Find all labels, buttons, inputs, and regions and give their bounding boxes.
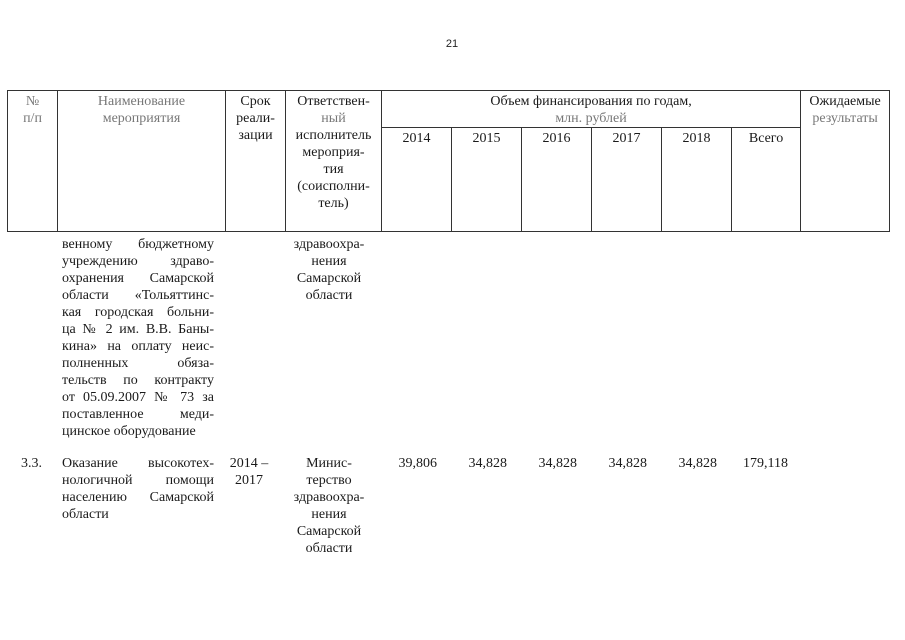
header-cell-results: Ожидаемые результаты <box>801 91 890 232</box>
header-cell-responsible: Ответствен- ный исполнитель мероприя- тия (соисполни- тель) <box>286 91 382 232</box>
header-year-2015: 2015 <box>452 128 522 232</box>
header-year-total: Всего <box>732 128 801 232</box>
header-cell-name: Наименование мероприятия <box>58 91 226 232</box>
header-year-2017: 2017 <box>592 128 662 232</box>
row-3-3-name: Оказание высокотех- нологичной помощи населению Самарской области <box>62 456 214 522</box>
table-header <box>7 90 890 232</box>
header-year-2014: 2014 <box>382 128 452 232</box>
header-cell-number: № п/п <box>8 91 58 232</box>
row-3-3-value-2014: 39,806 <box>398 456 437 471</box>
row-3-3-value-2017: 34,828 <box>608 456 647 471</box>
row-3-3-responsible: Минис- терство здравоохра- нения Самарской области <box>293 456 365 556</box>
row-3-3-value-2015: 34,828 <box>468 456 507 471</box>
row-3-3-value-total: 179,118 <box>743 456 788 471</box>
row-3-3-value-2016: 34,828 <box>538 456 577 471</box>
header-cell-funding: Объем финансирования по годам, млн. рублей <box>382 91 801 128</box>
row-3-3-number: 3.3. <box>21 456 42 471</box>
continued-row-responsible: здравоохра- нения Самарской области <box>293 237 365 303</box>
continued-row-name: венному бюджетному учреждению здраво- охранения Самарской области «Тольяттинс- кая городская больни- ца № 2 им. В.В. Баны- кина» на оплату неис- полненных обяза- тельств по контракту от 05.09.2007 № 73 за поставленное меди- цинское оборудование <box>62 237 214 439</box>
row-3-3-term: 2014 – 2017 <box>229 456 269 488</box>
header-year-2018: 2018 <box>662 128 732 232</box>
page-number: 21 <box>445 38 459 50</box>
header-year-2016: 2016 <box>522 128 592 232</box>
header-cell-term: Срок реали- зации <box>226 91 286 232</box>
row-3-3-value-2018: 34,828 <box>678 456 717 471</box>
